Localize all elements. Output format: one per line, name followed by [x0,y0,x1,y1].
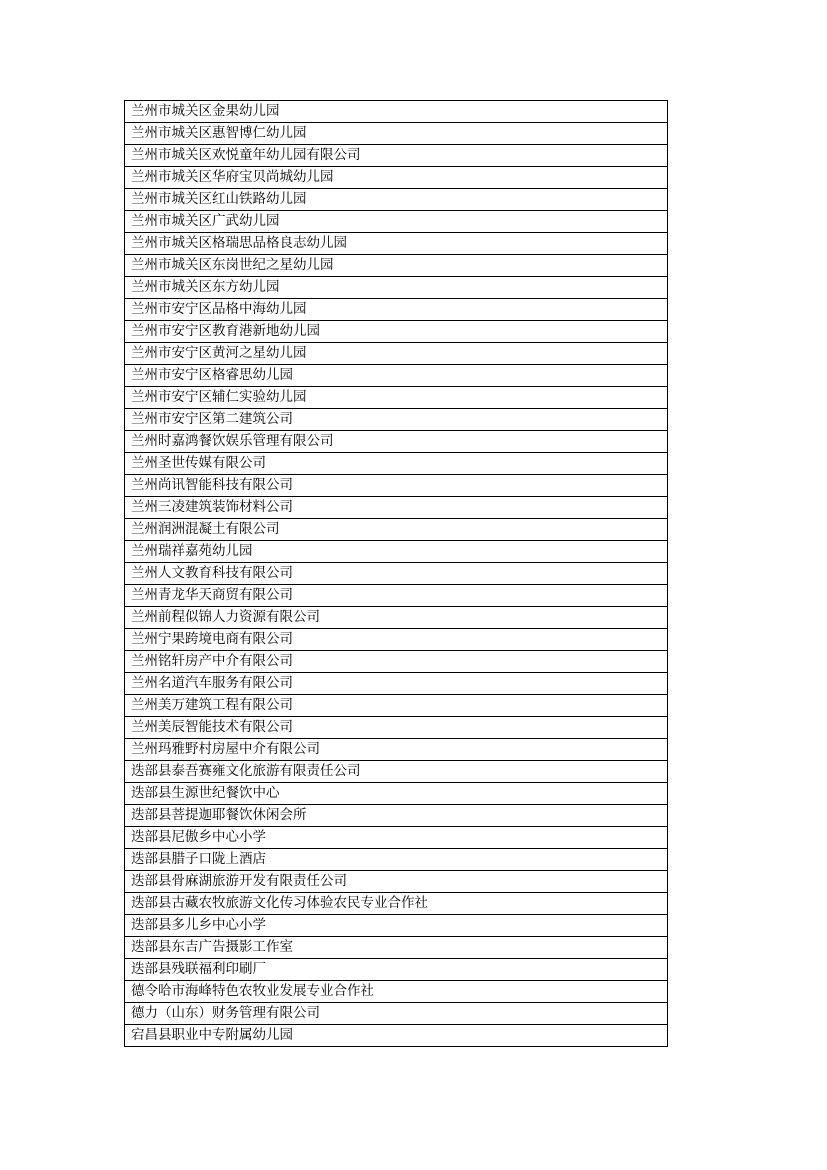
organization-name-cell: 迭部县残联福利印刷厂 [125,959,668,981]
table-row [125,343,668,365]
organization-name-cell: 兰州市安宁区黄河之星幼儿园 [125,343,668,365]
organization-name-cell: 迭部县东吉广告摄影工作室 [125,937,668,959]
table-row [125,145,668,167]
organization-name-cell: 兰州市安宁区格睿思幼儿园 [125,365,668,387]
table-row [125,497,668,519]
organization-name-cell: 兰州润洲混凝土有限公司 [125,519,668,541]
organization-name-cell: 兰州市城关区华府宝贝尚城幼儿园 [125,167,668,189]
table-row [125,827,668,849]
organization-name-cell: 兰州市城关区东岗世纪之星幼儿园 [125,255,668,277]
organization-name-cell: 兰州美辰智能技术有限公司 [125,717,668,739]
table-row [125,739,668,761]
table-row [125,387,668,409]
table-row [125,211,668,233]
organization-name-cell: 兰州美万建筑工程有限公司 [125,695,668,717]
table-row [125,761,668,783]
table-row [125,233,668,255]
table-row [125,475,668,497]
table-body [125,101,668,1047]
table-row [125,673,668,695]
organization-name-cell: 宕昌县职业中专附属幼儿园 [125,1025,668,1047]
organization-name-cell: 迭部县泰吾赛雍文化旅游有限责任公司 [125,761,668,783]
table-row [125,519,668,541]
organization-name-cell: 兰州铭轩房产中介有限公司 [125,651,668,673]
organization-name-cell: 兰州市城关区广武幼儿园 [125,211,668,233]
organization-name-cell: 德力（山东）财务管理有限公司 [125,1003,668,1025]
organization-name-cell: 迭部县菩提迦耶餐饮休闲会所 [125,805,668,827]
organization-name-cell: 兰州尚讯智能科技有限公司 [125,475,668,497]
organization-name-cell: 迭部县尼傲乡中心小学 [125,827,668,849]
organization-name-cell: 兰州市城关区红山铁路幼儿园 [125,189,668,211]
table-row [125,101,668,123]
table-row [125,849,668,871]
table-row [125,871,668,893]
table-row [125,255,668,277]
table-row [125,893,668,915]
organization-list-table [124,100,668,1047]
table-row [125,783,668,805]
organization-name-cell: 兰州前程似锦人力资源有限公司 [125,607,668,629]
organization-name-cell: 兰州青龙华天商贸有限公司 [125,585,668,607]
table-row [125,805,668,827]
table-row [125,717,668,739]
table-row [125,123,668,145]
table-row [125,1025,668,1047]
organization-name-cell: 迭部县腊子口陇上酒店 [125,849,668,871]
organization-name-cell: 兰州市城关区惠智博仁幼儿园 [125,123,668,145]
organization-name-cell: 兰州瑞祥嘉苑幼儿园 [125,541,668,563]
table-row [125,453,668,475]
table-row [125,585,668,607]
organization-name-cell: 兰州玛雅野村房屋中介有限公司 [125,739,668,761]
organization-name-cell: 兰州时嘉鸿餐饮娱乐管理有限公司 [125,431,668,453]
organization-name-cell: 迭部县生源世纪餐饮中心 [125,783,668,805]
organization-name-cell: 兰州宁果跨境电商有限公司 [125,629,668,651]
table-row [125,1003,668,1025]
organization-name-cell: 兰州圣世传媒有限公司 [125,453,668,475]
table-row [125,409,668,431]
table-row [125,321,668,343]
table-row [125,277,668,299]
table-row [125,915,668,937]
table-row [125,607,668,629]
table-row [125,299,668,321]
table-row [125,629,668,651]
table-row [125,167,668,189]
table-row [125,937,668,959]
organization-name-cell: 德令哈市海峰特色农牧业发展专业合作社 [125,981,668,1003]
organization-name-cell: 兰州市城关区欢悦童年幼儿园有限公司 [125,145,668,167]
organization-name-cell: 兰州市城关区金果幼儿园 [125,101,668,123]
organization-name-cell: 兰州市城关区格瑞思品格良志幼儿园 [125,233,668,255]
organization-name-cell: 兰州市安宁区辅仁实验幼儿园 [125,387,668,409]
organization-name-cell: 兰州人文教育科技有限公司 [125,563,668,585]
table-row [125,365,668,387]
organization-name-cell: 兰州市安宁区教育港新地幼儿园 [125,321,668,343]
organization-name-cell: 兰州市安宁区第二建筑公司 [125,409,668,431]
organization-name-cell: 兰州市安宁区品格中海幼儿园 [125,299,668,321]
table-row [125,541,668,563]
organization-name-cell: 迭部县骨麻湖旅游开发有限责任公司 [125,871,668,893]
organization-name-cell: 兰州三凌建筑装饰材料公司 [125,497,668,519]
table-row [125,651,668,673]
organization-name-cell: 迭部县多儿乡中心小学 [125,915,668,937]
table-row [125,959,668,981]
table-row [125,431,668,453]
table-row [125,695,668,717]
table-row [125,563,668,585]
organization-name-cell: 兰州市城关区东方幼儿园 [125,277,668,299]
table-row [125,189,668,211]
table-row [125,981,668,1003]
organization-name-cell: 迭部县古藏农牧旅游文化传习体验农民专业合作社 [125,893,668,915]
organization-name-cell: 兰州名道汽车服务有限公司 [125,673,668,695]
